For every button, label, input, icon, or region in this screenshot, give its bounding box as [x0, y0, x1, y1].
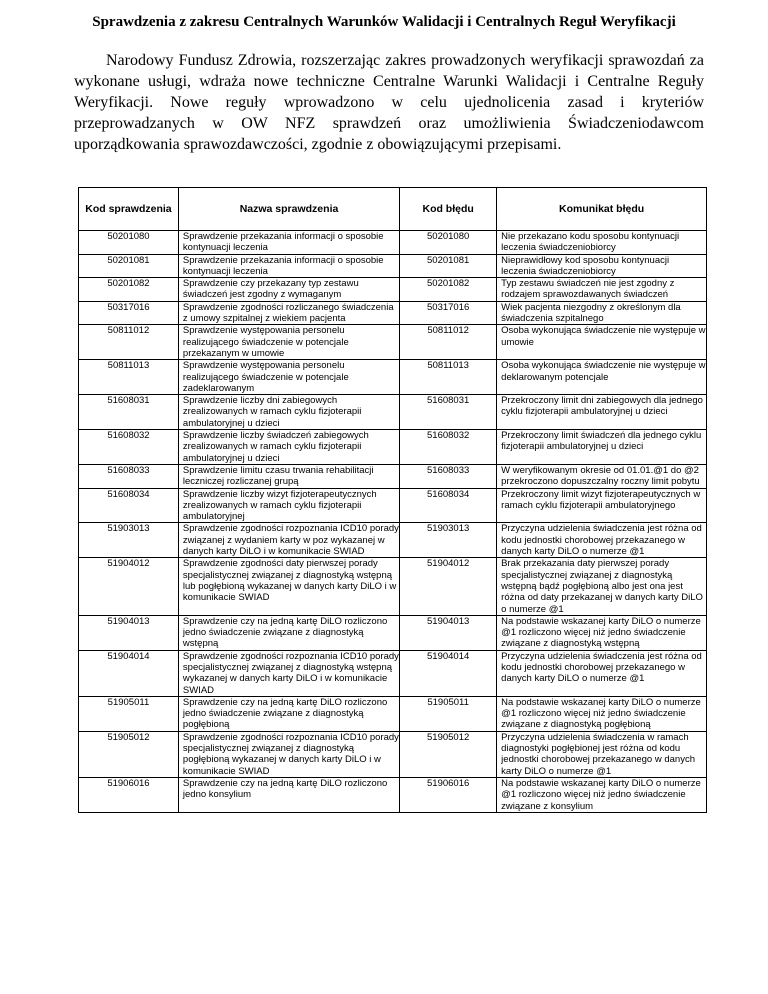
header-error-message: Komunikat błędu — [497, 188, 707, 231]
check-name-cell: Sprawdzenie liczby dni zabiegowych zrealizowanych w ramach cyklu fizjoterapii ambulatoryjnej u dzieci — [178, 395, 399, 430]
check-code-cell: 51905011 — [79, 696, 179, 731]
check-code-cell: 51608034 — [79, 488, 179, 523]
error-message-cell: Nie przekazano kodu sposobu kontynuacji leczenia świadczeniobiorcy — [497, 231, 707, 255]
table-row — [79, 488, 707, 523]
error-message-cell: W weryfikowanym okresie od 01.01.@1 do @2 przekroczono dopuszczalny roczny limit pobytu — [497, 464, 707, 488]
check-code-cell: 50201081 — [79, 254, 179, 278]
error-message-cell: Brak przekazania daty pierwszej porady specjalistycznej związanej z diagnostyką wstępną bądź pogłębioną albo jest ona jest różna od daty przekazanej w danych karty DiLO o numerze @1 — [497, 558, 707, 615]
table-row — [79, 430, 707, 465]
error-code-cell: 50201080 — [400, 231, 497, 255]
error-message-cell: Na podstawie wskazanej karty DiLO o numerze @1 rozliczono więcej niż jedno świadczenie związane z diagnostyką wstępną — [497, 615, 707, 650]
error-message-cell: Przyczyna udzielenia świadczenia jest różna od kodu jednostki chorobowej przekazanego w danych karty DiLO o numerze @1 — [497, 523, 707, 558]
header-check-code: Kod sprawdzenia — [79, 188, 179, 231]
check-code-cell: 51608031 — [79, 395, 179, 430]
check-name-cell: Sprawdzenie występowania personelu realizującego świadczenie w potencjale przekazanym w umowie — [178, 325, 399, 360]
error-code-cell: 50811012 — [400, 325, 497, 360]
check-name-cell: Sprawdzenie zgodności daty pierwszej porady specjalistycznej związanej z diagnostyką wstępną lub pogłębioną wykazanej w danych karty DiLO i w komunikacie SWIAD — [178, 558, 399, 615]
error-message-cell: Przyczyna udzielenia świadczenia w ramach diagnostyki pogłębionej jest różna od kodu jednostki chorobowej przekazanego w danych karty DiLO o numerze @1 — [497, 731, 707, 777]
error-code-cell: 51904013 — [400, 615, 497, 650]
check-name-cell: Sprawdzenie przekazania informacji o sposobie kontynuacji leczenia — [178, 231, 399, 255]
table-row — [79, 777, 707, 812]
table-row — [79, 464, 707, 488]
check-name-cell: Sprawdzenie zgodności rozpoznania ICD10 porady specjalistycznej związanej z diagnostyką wstępną wykazanej w danych karty DiLO i w komunikacie SWIAD — [178, 650, 399, 696]
error-message-cell: Przyczyna udzielenia świadczenia jest różna od kodu jednostki chorobowej przekazanego w danych karty DiLO o numerze @1 — [497, 650, 707, 696]
check-code-cell: 50317016 — [79, 301, 179, 325]
error-code-cell: 51906016 — [400, 777, 497, 812]
error-code-cell: 50317016 — [400, 301, 497, 325]
check-code-cell: 50811013 — [79, 360, 179, 395]
header-check-name: Nazwa sprawdzenia — [178, 188, 399, 231]
check-code-cell: 50201082 — [79, 278, 179, 302]
error-message-cell: Nieprawidłowy kod sposobu kontynuacji leczenia świadczeniobiorcy — [497, 254, 707, 278]
table-row — [79, 731, 707, 777]
table-row — [79, 615, 707, 650]
error-code-cell: 51903013 — [400, 523, 497, 558]
error-message-cell: Osoba wykonująca świadczenie nie występuje w deklarowanym potencjale — [497, 360, 707, 395]
table-row — [79, 254, 707, 278]
document-title: Sprawdzenia z zakresu Centralnych Warunków Walidacji i Centralnych Reguł Weryfikacji — [92, 14, 676, 30]
check-name-cell: Sprawdzenie przekazania informacji o sposobie kontynuacji leczenia — [178, 254, 399, 278]
table-row — [79, 301, 707, 325]
check-code-cell: 51905012 — [79, 731, 179, 777]
check-name-cell: Sprawdzenie zgodności rozliczanego świadczenia z umowy szpitalnej z wiekiem pacjenta — [178, 301, 399, 325]
error-code-cell: 50201082 — [400, 278, 497, 302]
check-name-cell: Sprawdzenie zgodności rozpoznania ICD10 porady związanej z wydaniem karty w poz wykazanej w danych karty DiLO i w komunikacie SWIAD — [178, 523, 399, 558]
error-message-cell: Przekroczony limit dni zabiegowych dla jednego cyklu fizjoterapii ambulatoryjnej u dzieci — [497, 395, 707, 430]
error-code-cell: 50811013 — [400, 360, 497, 395]
error-message-cell: Typ zestawu świadczeń nie jest zgodny z rodzajem sprawozdawanych świadczeń — [497, 278, 707, 302]
table-row — [79, 696, 707, 731]
check-name-cell: Sprawdzenie limitu czasu trwania rehabilitacji leczniczej rozliczanej grupą — [178, 464, 399, 488]
error-code-cell: 50201081 — [400, 254, 497, 278]
error-code-cell: 51904014 — [400, 650, 497, 696]
check-code-cell: 51904013 — [79, 615, 179, 650]
check-code-cell: 51904014 — [79, 650, 179, 696]
error-message-cell: Na podstawie wskazanej karty DiLO o numerze @1 rozliczono więcej niż jedno świadczenie związane z diagnostyką pogłębioną — [497, 696, 707, 731]
check-code-cell: 51904012 — [79, 558, 179, 615]
check-name-cell: Sprawdzenie czy na jedną kartę DiLO rozliczono jedno świadczenie związane z diagnostyką pogłębioną — [178, 696, 399, 731]
error-code-cell: 51608031 — [400, 395, 497, 430]
error-code-cell: 51608034 — [400, 488, 497, 523]
table-row — [79, 360, 707, 395]
check-name-cell: Sprawdzenie czy przekazany typ zestawu świadczeń jest zgodny z wymaganym — [178, 278, 399, 302]
table-row — [79, 325, 707, 360]
error-message-cell: Przekroczony limit świadczeń dla jednego cyklu fizjoterapii ambulatoryjnej u dzieci — [497, 430, 707, 465]
check-code-cell: 51608033 — [79, 464, 179, 488]
check-name-cell: Sprawdzenie występowania personelu realizującego świadczenie w potencjale zadeklarowanym — [178, 360, 399, 395]
check-code-cell: 51906016 — [79, 777, 179, 812]
error-code-cell: 51608033 — [400, 464, 497, 488]
table-row — [79, 558, 707, 615]
check-code-cell: 51608032 — [79, 430, 179, 465]
error-code-cell: 51905012 — [400, 731, 497, 777]
check-name-cell: Sprawdzenie zgodności rozpoznania ICD10 porady specjalistycznej związanej z diagnostyką pogłębioną wykazanej w danych karty DiLO i w komunikacie SWIAD — [178, 731, 399, 777]
check-name-cell: Sprawdzenie czy na jedną kartę DiLO rozliczono jedno konsylium — [178, 777, 399, 812]
table-row — [79, 523, 707, 558]
error-code-cell: 51905011 — [400, 696, 497, 731]
table-row — [79, 650, 707, 696]
error-message-cell: Wiek pacjenta niezgodny z określonym dla świadczenia szpitalnego — [497, 301, 707, 325]
error-message-cell: Na podstawie wskazanej karty DiLO o numerze @1 rozliczono więcej niż jedno świadczenie związane z konsylium — [497, 777, 707, 812]
header-error-code: Kod błędu — [400, 188, 497, 231]
table-row — [79, 278, 707, 302]
check-code-cell: 51903013 — [79, 523, 179, 558]
check-code-cell: 50201080 — [79, 231, 179, 255]
check-name-cell: Sprawdzenie liczby wizyt fizjoterapeutycznych zrealizowanych w ramach cyklu fizjoterapii ambulatoryjnej — [178, 488, 399, 523]
check-name-cell: Sprawdzenie liczby świadczeń zabiegowych zrealizowanych w ramach cyklu fizjoterapii ambulatoryjnej u dzieci — [178, 430, 399, 465]
error-message-cell: Przekroczony limit wizyt fizjoterapeutycznych w ramach cyklu fizjoterapii ambulatoryjnego — [497, 488, 707, 523]
error-code-cell: 51904012 — [400, 558, 497, 615]
error-message-cell: Osoba wykonująca świadczenie nie występuje w umowie — [497, 325, 707, 360]
intro-paragraph: Narodowy Fundusz Zdrowia, rozszerzając zakres prowadzonych weryfikacji sprawozdań za wykonane usługi, wdraża nowe techniczne Centralne Warunki Walidacji i Centralne Reguły Weryfikacji. Nowe reguły wprowadzono w celu ujednolicenia zasad i kryteriów przeprowadzanych w OW NFZ sprawdzeń oraz umożliwienia Świadczeniodawcom uporządkowania sprawozdawczości, zgodnie z obowiązującymi przepisami. — [74, 52, 704, 153]
table-header-row — [79, 188, 707, 231]
check-name-cell: Sprawdzenie czy na jedną kartę DiLO rozliczono jedno świadczenie związane z diagnostyką wstępną — [178, 615, 399, 650]
error-code-cell: 51608032 — [400, 430, 497, 465]
table-row — [79, 231, 707, 255]
check-code-cell: 50811012 — [79, 325, 179, 360]
checks-table — [78, 187, 707, 813]
table-row — [79, 395, 707, 430]
